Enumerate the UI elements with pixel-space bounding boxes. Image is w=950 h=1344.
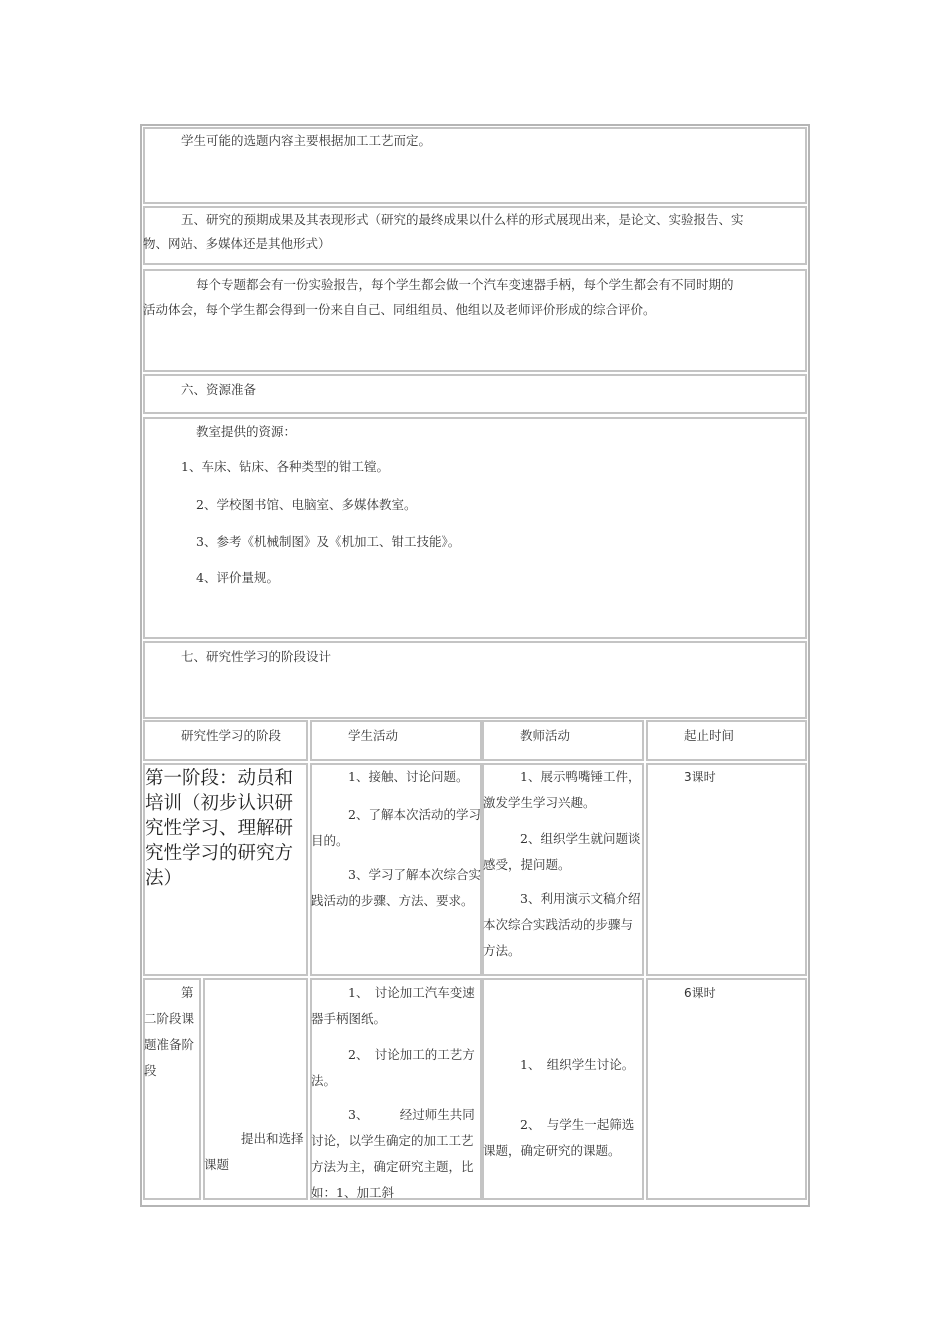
row1-student-item-3: 3、学习了解本次综合实践活动的步骤、方法、要求。 <box>311 867 481 908</box>
row2-substage-text: 提出和选择课题 <box>204 1131 304 1172</box>
section5-body-line2: 活动体会，每个学生都会得到一份来自自己、同组组员、他组以及老师评价形成的综合评价。 <box>143 302 656 317</box>
row2-time: 6课时 <box>684 986 716 1000</box>
row2-student-item-1: 1、 讨论加工汽车变速器手柄图纸。 <box>311 985 475 1026</box>
row2-student-item-3: 3、 经过师生共同讨论，以学生确定的加工工艺方法为主，确定研究主题，比如：1、加工斜 <box>311 1107 475 1200</box>
resource-item-2: 2、学校图书馆、电脑室、多媒体教室。 <box>196 497 417 512</box>
resource-item-3: 3、参考《机械制图》及《机加工、钳工技能》。 <box>196 534 461 549</box>
row1-teacher-item-1: 1、展示鸭嘴锤工件，激发学生学习兴趣。 <box>483 769 641 810</box>
row2-time-cell <box>646 978 807 1200</box>
row1-teacher-item-2: 2、组织学生就问题谈感受，提问题。 <box>483 831 641 872</box>
row2-teacher-item-1: 1、 组织学生讨论。 <box>520 1057 635 1072</box>
header-student: 学生活动 <box>348 728 399 743</box>
row1-time: 3课时 <box>684 770 716 784</box>
header-teacher: 教师活动 <box>520 728 571 743</box>
row1-time-cell <box>646 763 807 976</box>
section5-body-line1: 每个专题都会有一份实验报告，每个学生都会做一个汽车变速器手柄，每个学生都会有不同时期的 <box>196 277 734 292</box>
topic-note-text: 学生可能的选题内容主要根据加工工艺而定。 <box>181 133 432 148</box>
section5-title-line1: 五、研究的预期成果及其表现形式（研究的最终成果以什么样的形式展现出来，是论文、实验报告、实 <box>181 212 744 227</box>
header-time: 起止时间 <box>684 728 735 743</box>
section6-body-cell <box>143 417 807 639</box>
row2-teacher-cell <box>482 978 644 1200</box>
row2-stage-text: 第二阶段课题准备阶段 <box>144 985 195 1078</box>
row2-student-item-2: 2、 讨论加工的工艺方法。 <box>311 1047 475 1088</box>
row1-teacher-item-3: 3、利用演示文稿介绍本次综合实践活动的步骤与方法。 <box>483 891 641 958</box>
resource-item-4: 4、评价量规。 <box>196 570 279 585</box>
section6-intro: 教室提供的资源： <box>196 424 297 439</box>
row1-stage-text: 第一阶段：动员和培训（初步认识研究性学习、理解研究性学习的研究方法） <box>145 768 294 889</box>
section7-title: 七、研究性学习的阶段设计 <box>181 649 332 664</box>
header-stage: 研究性学习的阶段 <box>181 728 282 743</box>
row2-teacher-item-2: 2、 与学生一起筛选课题，确定研究的课题。 <box>483 1117 635 1158</box>
section5-title-line2: 物、网站、多媒体还是其他形式） <box>143 236 331 251</box>
section6-title: 六、资源准备 <box>181 382 257 397</box>
row1-student-item-1: 1、接触、讨论问题。 <box>348 769 469 784</box>
row1-student-item-2: 2、了解本次活动的学习目的。 <box>311 807 481 848</box>
resource-item-1: 1、车床、钻床、各种类型的钳工镗。 <box>181 459 389 474</box>
